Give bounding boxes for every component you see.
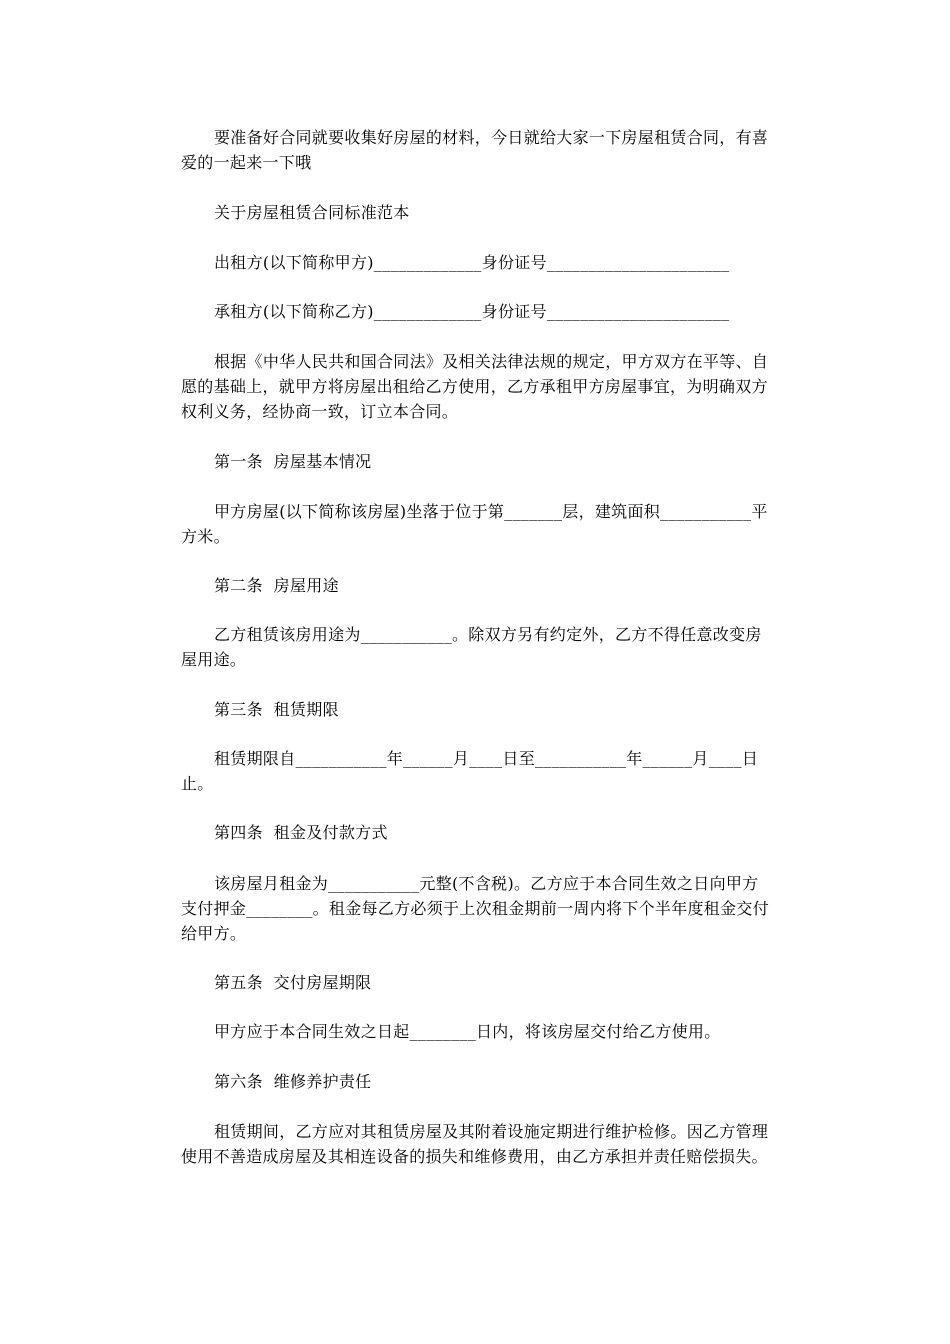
preamble-paragraph: 根据《中华人民共和国合同法》及相关法律法规的规定，甲方双方在平等、自愿的基础上，就甲方将房屋出租给乙方使用，乙方承租甲方房屋事宜，为明确双方权利义务，经协商一致，订立本合同。	[181, 352, 769, 421]
article2-heading: 第二条 房屋用途	[214, 576, 339, 595]
lessor-line: 出租方(以下简称甲方)_____________身份证号______________________	[214, 253, 730, 272]
article3-body: 租赁期限自___________年______月____日至___________年______月____日止。	[181, 749, 759, 793]
lessee-line: 承租方(以下简称乙方)_____________身份证号______________________	[214, 302, 730, 321]
article4-heading: 第四条 租金及付款方式	[214, 823, 388, 842]
article1-heading: 第一条 房屋基本情况	[214, 452, 372, 471]
article4-body: 该房屋月租金为___________元整(不含税)。乙方应于本合同生效之日向甲方支付押金________。租金每乙方必须于上次租金期前一周内将下个半年度租金交付给甲方。	[181, 874, 770, 943]
article5-heading: 第五条 交付房屋期限	[214, 973, 372, 992]
document-title: 关于房屋租赁合同标准范本	[214, 203, 410, 222]
article6-body: 租赁期间，乙方应对其租赁房屋及其附着设施定期进行维护检修。因乙方管理使用不善造成房屋及其相连设备的损失和维修费用，由乙方承担并责任赔偿损失。	[181, 1122, 769, 1166]
article2-body: 乙方租赁该房用途为___________。除双方另有约定外，乙方不得任意改变房屋用途。	[181, 625, 762, 669]
intro-paragraph: 要准备好合同就要收集好房屋的材料，今日就给大家一下房屋租赁合同，有喜爱的一起来一下哦	[181, 128, 769, 172]
article5-body: 甲方应于本合同生效之日起________日内，将该房屋交付给乙方使用。	[214, 1022, 721, 1041]
article1-body: 甲方房屋(以下简称该房屋)坐落于位于第_______层，建筑面积___________平方米。	[181, 502, 768, 546]
article6-heading: 第六条 维修养护责任	[214, 1072, 372, 1091]
article3-heading: 第三条 租赁期限	[214, 700, 339, 719]
